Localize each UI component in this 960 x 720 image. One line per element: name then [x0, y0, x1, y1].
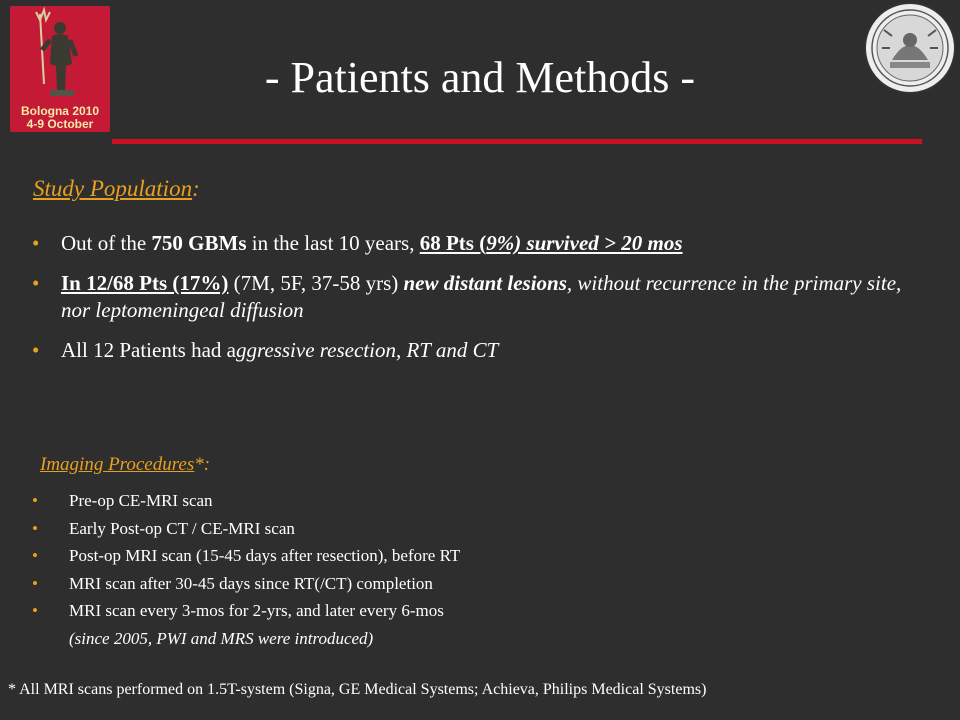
study-population-list — [32, 230, 932, 377]
list-item — [32, 230, 932, 257]
study-population-heading — [33, 176, 200, 202]
study-population-heading-text: Study Population — [33, 176, 193, 201]
bullet-icon: • — [32, 518, 38, 538]
conference-logo — [10, 6, 110, 132]
list-item — [32, 597, 932, 625]
list-item — [32, 337, 932, 364]
bullet-text: Out of the — [61, 231, 152, 255]
imaging-procedures-heading-text: Imaging Procedures — [40, 454, 195, 475]
list-item — [32, 570, 932, 598]
imaging-procedures-heading — [40, 454, 210, 476]
list-item-text: Early Post-op CT / CE-MRI scan — [69, 518, 295, 538]
bullet-text-bold-italic: new distant lesions — [403, 271, 567, 295]
title-divider — [112, 139, 922, 144]
bullet-icon: • — [32, 491, 38, 510]
bullet-text-italic: ggressive resection, RT and CT — [235, 338, 499, 362]
bullet-text: (7M, 5F, 37-58 yrs) — [228, 271, 404, 295]
bullet-icon: • — [32, 546, 38, 565]
bullet-icon: • — [32, 601, 38, 620]
bullet-text-bold: 68 Pts ( — [419, 231, 487, 255]
page-title: - Patients and Methods - — [264, 53, 696, 102]
bullet-text-bold: 750 GBMs — [151, 231, 247, 255]
bullet-icon: • — [32, 573, 38, 593]
list-item-text: Pre-op CE-MRI scan — [69, 491, 213, 510]
imaging-procedures-heading-suffix: *: — [194, 454, 211, 475]
list-item — [32, 270, 932, 324]
university-seal-icon — [862, 0, 958, 96]
list-item-text: MRI scan after 30-45 days since RT(/CT) completion — [69, 573, 433, 593]
logo-line-2: 4-9 October — [26, 117, 94, 131]
neptune-statue-icon — [10, 6, 110, 102]
list-item-text: MRI scan every 3-mos for 2-yrs, and later every 6-mos — [69, 601, 444, 620]
list-item — [32, 487, 932, 515]
list-item — [32, 515, 932, 543]
bullet-text: in the last 10 years, — [246, 231, 420, 255]
bullet-text-bold: In 12/68 Pts (17%) — [61, 271, 229, 295]
bullet-icon: • — [32, 338, 40, 362]
footnote: * All MRI scans performed on 1.5T-system (Signa, GE Medical Systems; Achieva, Philips Medical Systems) — [8, 681, 707, 698]
bullet-text-italic: , without recurrence in the primary site, nor leptomeningeal diffusion — [61, 271, 902, 322]
bullet-icon: • — [32, 231, 40, 255]
imaging-note: (since 2005, PWI and MRS were introduced) — [69, 628, 374, 648]
bullet-icon: • — [32, 271, 40, 295]
list-item — [32, 542, 932, 570]
list-item-text: Post-op MRI scan (15-45 days after resection), before RT — [69, 546, 461, 565]
imaging-procedures-list — [32, 487, 932, 652]
logo-line-1: Bologna 2010 — [20, 104, 100, 118]
study-population-heading-suffix: : — [192, 176, 200, 201]
bullet-text: All 12 Patients had a — [61, 338, 236, 362]
bullet-text-bold-italic: 9%) survived > 20 mos — [486, 231, 683, 255]
